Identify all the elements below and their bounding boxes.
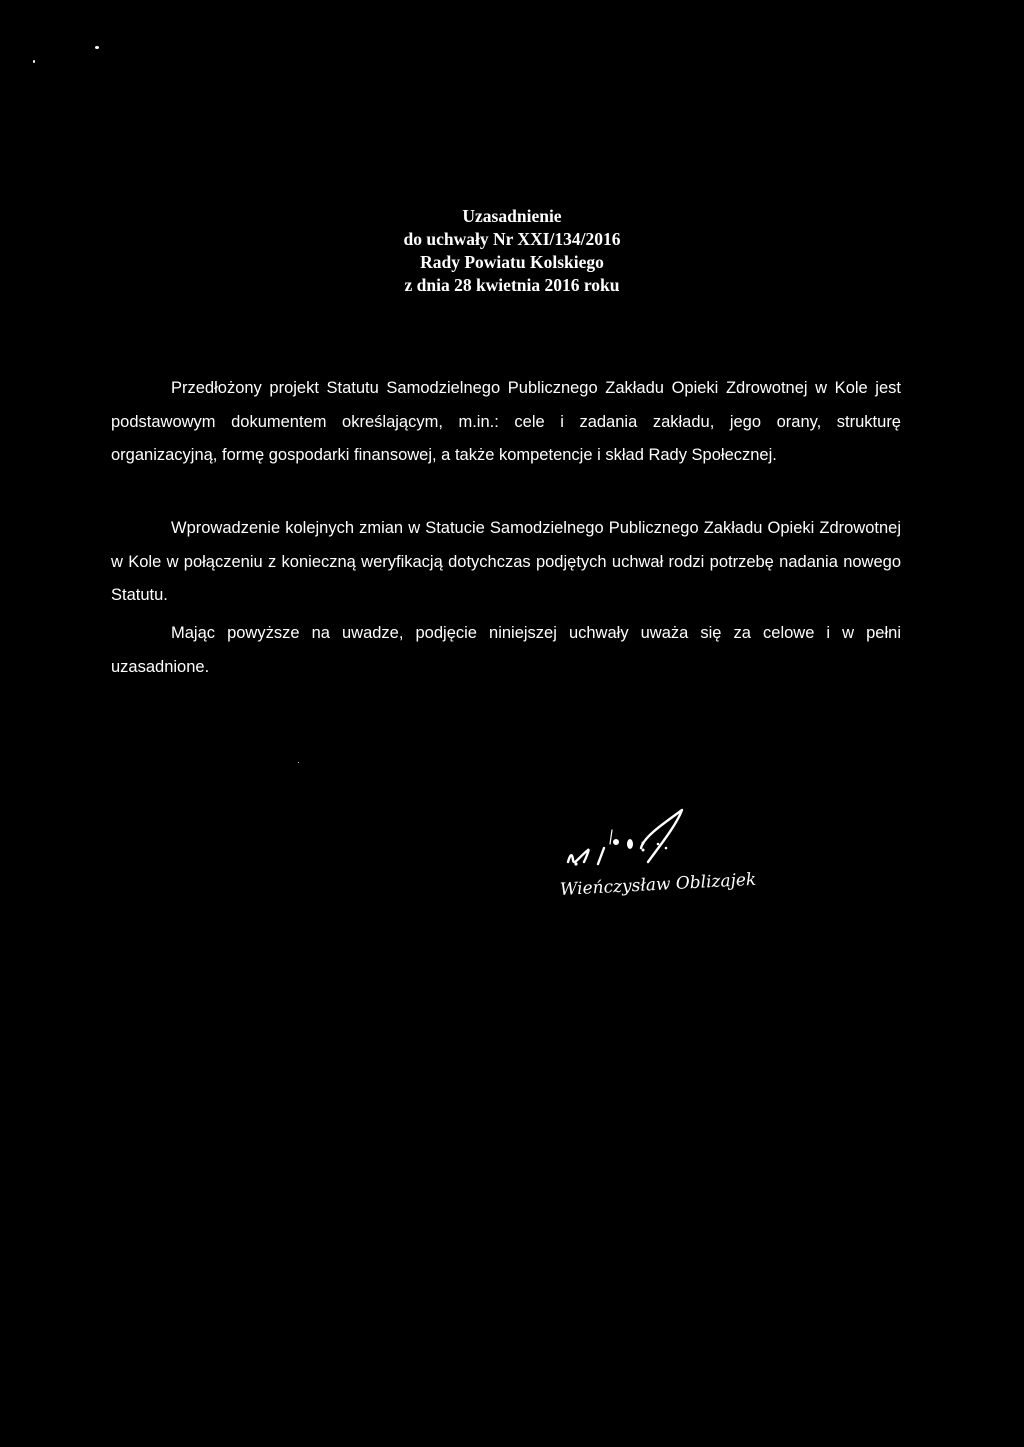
justification-paragraph: Mając powyższe na uwadze, podjęcie niniejszej uchwały uważa się za celowe i w pełni uzasadnione. xyxy=(111,624,901,676)
document-heading xyxy=(0,205,1024,297)
justification-paragraph-1-block xyxy=(111,372,901,473)
heading-council: Rady Powiatu Kolskiego xyxy=(420,252,604,272)
justification-paragraph: Wprowadzenie kolejnych zmian w Statucie Samodzielnego Publicznego Zakładu Opieki Zdrowotnej w Kole w połączeniu z konieczną weryfikacją dotychczas podjętych uchwał rodzi potrzebę nadania nowego Statutu. xyxy=(111,519,901,604)
handwritten-signature xyxy=(548,800,788,920)
justification-paragraph-2-block xyxy=(111,512,901,613)
signature-name: Wieńczysław Oblizajek xyxy=(559,869,757,900)
justification-paragraph: Przedłożony projekt Statutu Samodzielnego Publicznego Zakładu Opieki Zdrowotnej w Kole jest podstawowym dokumentem określającym, m.in.: cele i zadania zakładu, jego orany, strukturę organizacyjną, formę gospodarki finansowej, a także kompetencje i skład Rady Społecznej. xyxy=(111,379,901,464)
justification-paragraph-3-block xyxy=(111,617,901,684)
heading-date: z dnia 28 kwietnia 2016 roku xyxy=(404,275,620,295)
heading-title: Uzasadnienie xyxy=(462,206,562,226)
heading-resolution-number: do uchwały Nr XXI/134/2016 xyxy=(403,229,621,249)
